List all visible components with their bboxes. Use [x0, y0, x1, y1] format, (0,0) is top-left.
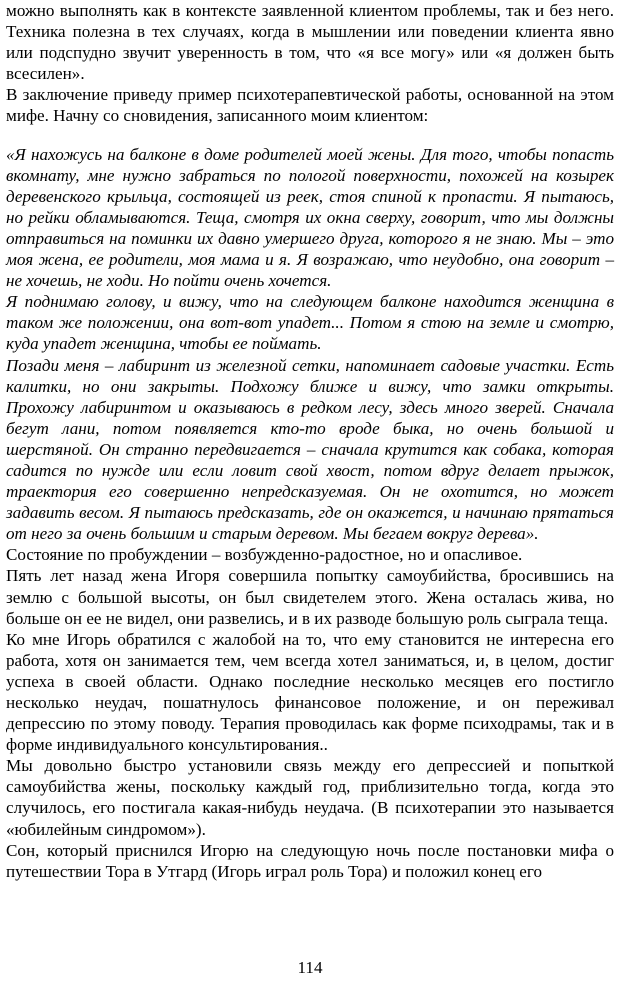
paragraph: Ко мне Игорь обратился с жалобой на то, что ему становится не интересна его работа, хотя он занимается тем, чем всегда хотел заниматься, и, в целом, достиг успеха в своей области. Однако последние несколько месяцев его постигло несколько неудач, пошатнулось финансовое положение, и он переживал депрессию по этому поводу. Терапия проводилась как форме психодрамы, так и в форме индивидуального консультирования.. [6, 629, 614, 755]
paragraph: Пять лет назад жена Игоря совершила попытку самоубийства, бросившись на землю с большой высоты, он был свидетелем этого. Жена осталась жива, но больше он ее не видел, они развелись, и в их разводе большую роль сыграла теща. [6, 566, 614, 628]
paragraph: Сон, который приснился Игорю на следующую ночь после постановки мифа о путешествии Тора в Утгард (Игорь играл роль Тора) и положил конец его [6, 840, 614, 881]
page-number: 114 [297, 958, 323, 977]
dream-paragraph: «Я нахожусь на балконе в доме родителей моей жены. Для того, чтобы попасть вкомнату, мне нужно забраться по пологой поверхности, похожей на козырек деревенского крыльца, состоящей из реек, стоя спиной к пропасти. Я пытаюсь, но рейки обламываются. Теща, смотря их окна сверху, говорит, что мы должны отправиться на поминки их давно умершего друга, которого я не знаю. Мы – это моя жена, ее родители, моя мама и я. Я возражаю, что неудобно, она говорит – не хочешь, не ходи. Но пойти очень хочется. [6, 144, 614, 291]
paragraph: В заключение приведу пример психотерапевтической работы, основанной на этом мифе. Начну со сновидения, записанного моим клиентом: [6, 85, 614, 126]
paragraph: Мы довольно быстро установили связь между его депрессией и попыткой самоубийства жены, поскольку каждый год, приблизительно тогда, когда это случилось, его постигала какая-нибудь неудача. (В психотерапии это называется «юбилейным синдромом»). [6, 756, 614, 839]
page-body [6, 0, 614, 882]
paragraph-gap [6, 127, 614, 144]
paragraph: Состояние по пробуждении – возбужденно-радостное, но и опасливое. [6, 545, 523, 565]
paragraph: можно выполнять как в контексте заявленной клиентом проблемы, так и без него. Техника полезна в тех случаях, когда в мышлении или поведении клиента явно или подспудно звучит уверенность в том, что «я все могу» или «я должен быть всесилен». [6, 1, 614, 84]
dream-paragraph: Я поднимаю голову, и вижу, что на следующем балконе находится женщина в таком же положении, она вот-вот упадет... Потом я стою на земле и смотрю, куда упадет женщина, чтобы ее поймать. [6, 292, 614, 354]
dream-paragraph: Позади меня – лабиринт из железной сетки, напоминает садовые участки. Есть калитки, но они закрыты. Подхожу ближе и вижу, что замки открыты. Прохожу лабиринтом и оказываюсь в редком лесу, здесь много зверей. Сначала бегут лани, потом появляется кто-то вроде быка, но очень большой и шерстяной. Он странно передвигается – сначала крутится как собака, которая садится по нужде или если ловит свой хвост, потом вдруг делает прыжок, траектория его совершенно непредсказуемая. Он не охотится, но может задавить весом. Я пытаюсь предсказать, где он окажется, и начинаю прятаться от него за очень большим и старым деревом. Мы бегаем вокруг дерева». [6, 355, 614, 544]
